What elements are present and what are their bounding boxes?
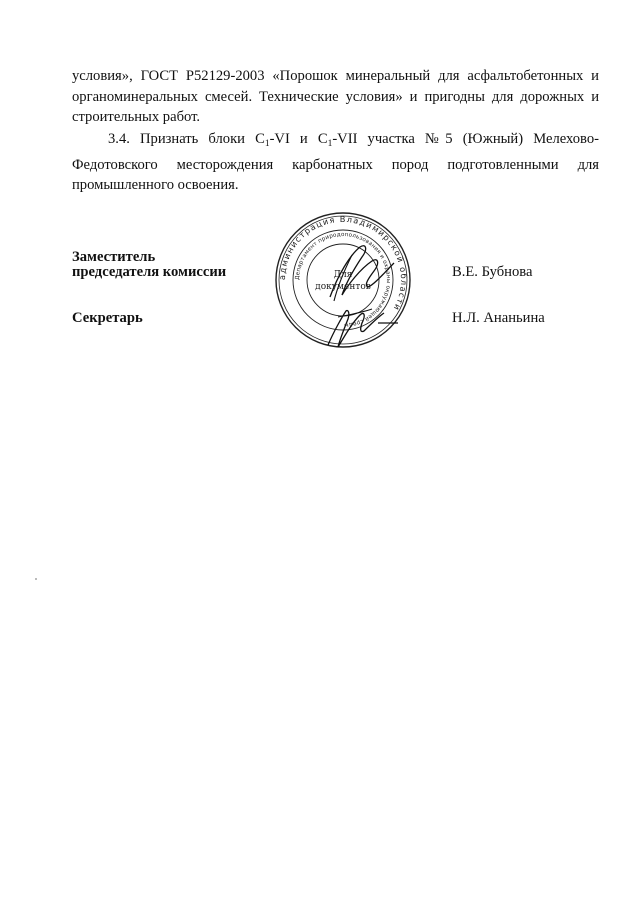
deputy-title-line2: председателя комиссии [72, 264, 227, 280]
secretary-name: Н.Л. Ананьина [452, 310, 545, 326]
subscript: 1 [327, 139, 333, 149]
paragraph-gost-conditions [72, 66, 599, 128]
text-run: -VII участка №5 (Южный) Мелехово- [332, 131, 600, 147]
stamp-center-line2: документов [315, 282, 371, 292]
paragraph-line: строительных работ. [72, 109, 201, 125]
official-stamp [268, 205, 418, 355]
paragraph-line: Федотовского месторождения карбонатных пород подготовленными для [72, 156, 599, 173]
paragraph-line: органоминеральных смесей. Технические условия» и пригодны для дорожных и [72, 88, 599, 105]
text-run: 3.4. Признать блоки C [108, 131, 265, 147]
paragraph-line [72, 129, 599, 155]
stamp-inner-text: Департамент природопользования и охраны окружающей среды [294, 231, 392, 329]
scan-artifact-dot [35, 578, 37, 580]
secretary-title: Секретарь [72, 310, 143, 326]
paragraph-line: промышленного освоения. [72, 177, 239, 193]
text-run: -VI и C [269, 131, 328, 147]
paragraph-line: условия», ГОСТ Р52129-2003 «Порошок минеральный для асфальтобетонных и [72, 68, 599, 84]
stamp-outer-text: администрация Владимирской области [276, 213, 410, 314]
paragraph-3-4 [72, 129, 599, 196]
deputy-name: В.Е. Бубнова [452, 264, 533, 280]
stamp-center-line1: Для [333, 270, 353, 280]
subscript: 1 [264, 139, 270, 149]
deputy-title-line1: Заместитель [72, 249, 156, 265]
